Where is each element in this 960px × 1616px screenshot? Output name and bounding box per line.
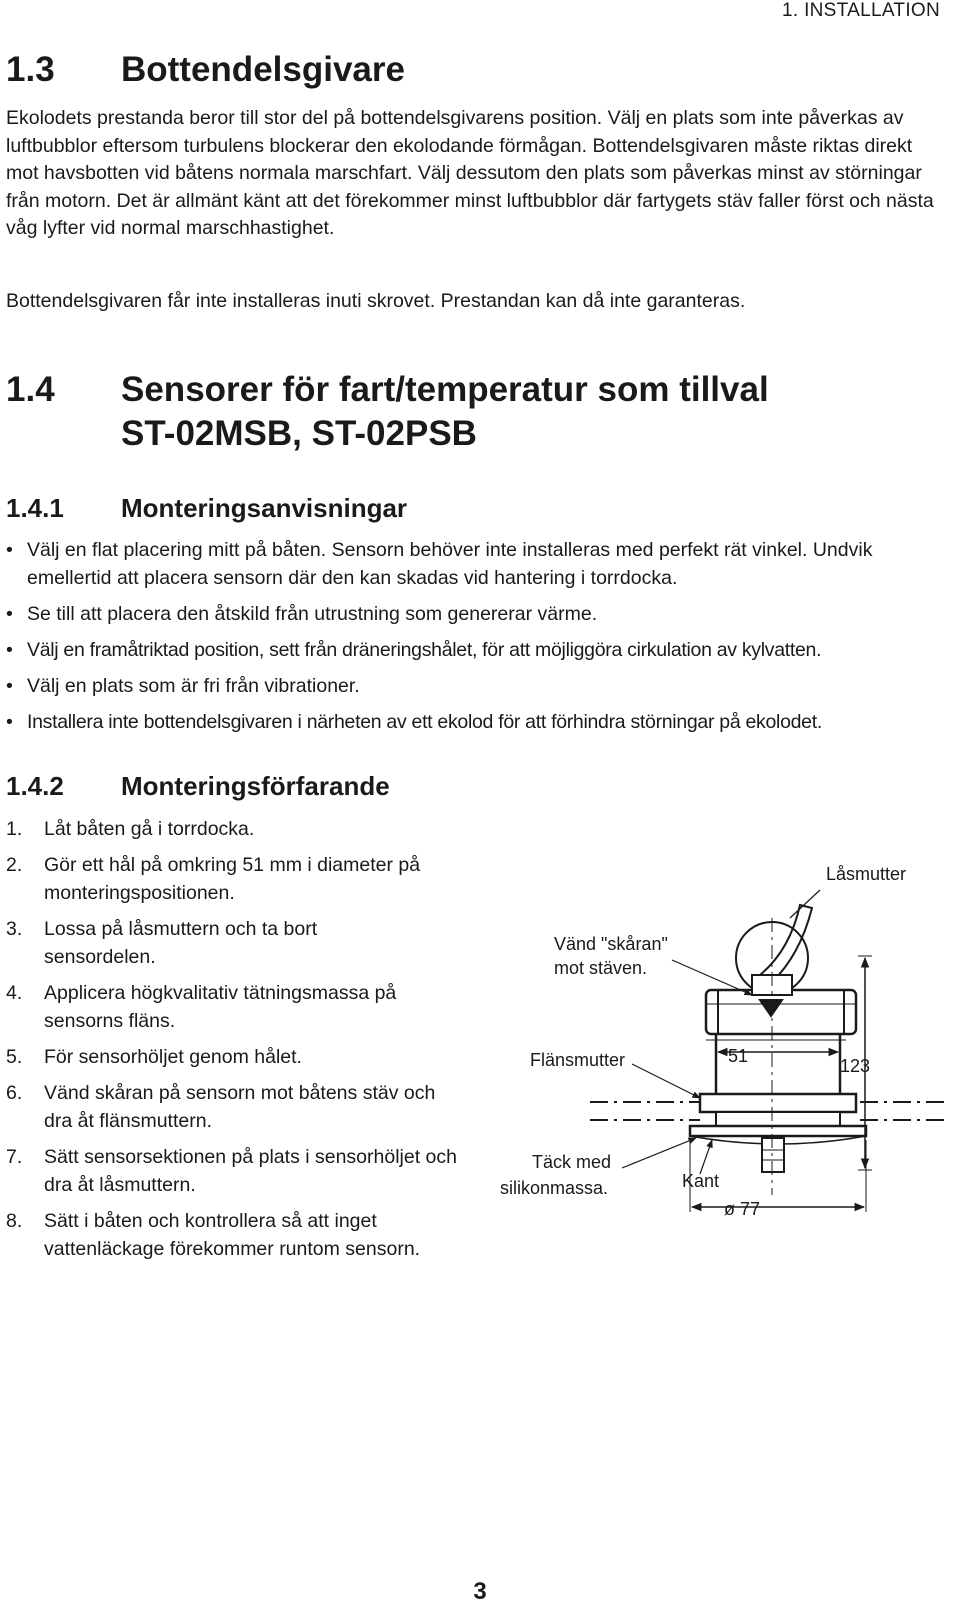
body-paragraph: Ekolodets prestanda beror till stor del på bottendelsgivarens position. Välj en plats som inte påverkas av luftbubblor eftersom turbulens blockerar den ekolodande förmågan. Bottendelsgivaren måste riktas direkt mot havsbotten vid båtens normala marschfart. Välj dessutom den plats som påverkas minst av störningar från motorn. Det är allmänt känt att det förekommer minst luftbubblor där fartygets stäv faller först och nästa våg lyfter vid normal marschhastighet. [6,107,934,239]
sensor-installation-diagram [490,860,950,1280]
height-123-label: 123 [840,1056,871,1076]
list-item: 2. Gör ett hål på omkring 51 mm i diameter på monteringspositionen. [6,854,421,904]
body-paragraph: Bottendelsgivaren får inte installeras inuti skrovet. Prestandan kan då inte garanteras. [6,290,746,312]
diameter-77-label: ø 77 [724,1199,761,1219]
subsection-title: Monteringsförfarande [121,771,390,801]
subsection-number: 1.4.2 [6,771,64,801]
list-item: • Installera inte bottendelsgivaren i närheten av ett ekolod för att förhindra störningar på ekolodet. [6,711,822,733]
notch-label-line2: mot stäven. [554,958,648,978]
mounting-guidelines-list [6,536,956,744]
flange-nut-label: Flänsmutter [530,1050,626,1070]
running-header: 1. INSTALLATION [782,0,940,21]
list-item: 6. Vänd skåran på sensorn mot båtens stäv och dra åt flänsmuttern. [6,1082,436,1132]
list-item: 4. Applicera högkvalitativ tätningsmassa på sensorns fläns. [6,982,397,1032]
notch-label-line1: Vänd "skåran" [554,934,668,954]
subsection-heading-1-4-1 [6,492,906,524]
section-title-line1: Sensorer för fart/temperatur som tillval [121,370,769,409]
subsection-heading-1-4-2 [6,770,906,802]
list-item: • Välj en framåtriktad position, sett från dräneringshålet, för att möjliggöra cirkulation av kylvatten. [6,639,822,661]
list-item: 5. För sensorhöljet genom hålet. [6,1046,302,1068]
section-number: 1.3 [6,50,55,89]
mounting-procedure-list [6,815,476,1271]
list-item: • Välj en plats som är fri från vibrationer. [6,675,360,697]
section-heading-1-3 [6,48,906,92]
page-number: 3 [473,1578,487,1605]
list-item: 8. Sätt i båten och kontrollera så att inget vattenläckage förekommer runtom sensorn. [6,1210,421,1260]
section-title: Bottendelsgivare [121,50,405,89]
edge-label: Kant [682,1171,720,1191]
diameter-51-label: 51 [728,1046,749,1066]
section-number: 1.4 [6,370,55,409]
section-title-line2: ST-02MSB, ST-02PSB [121,414,477,453]
list-item: • Se till att placera den åtskild från utrustning som genererar värme. [6,603,598,625]
list-item: 7. Sätt sensorsektionen på plats i sensorhöljet och dra åt låsmuttern. [6,1146,457,1196]
lock-nut-label: Låsmutter [826,864,907,884]
cover-label-line2: silikonmassa. [500,1178,609,1198]
cover-label-line1: Täck med [532,1152,612,1172]
list-item: • Välj en flat placering mitt på båten. Sensorn behöver inte installeras med perfekt rät vinkel. Undvik emellertid att placera sensorn där den kan skadas vid hantering i torrdocka. [6,539,873,589]
subsection-number: 1.4.1 [6,493,64,523]
section-heading-1-4 [6,368,906,458]
list-item: 1. Låt båten gå i torrdocka. [6,818,255,840]
list-item: 3. Lossa på låsmuttern och ta bort sensordelen. [6,918,318,968]
subsection-title: Monteringsanvisningar [121,493,408,523]
